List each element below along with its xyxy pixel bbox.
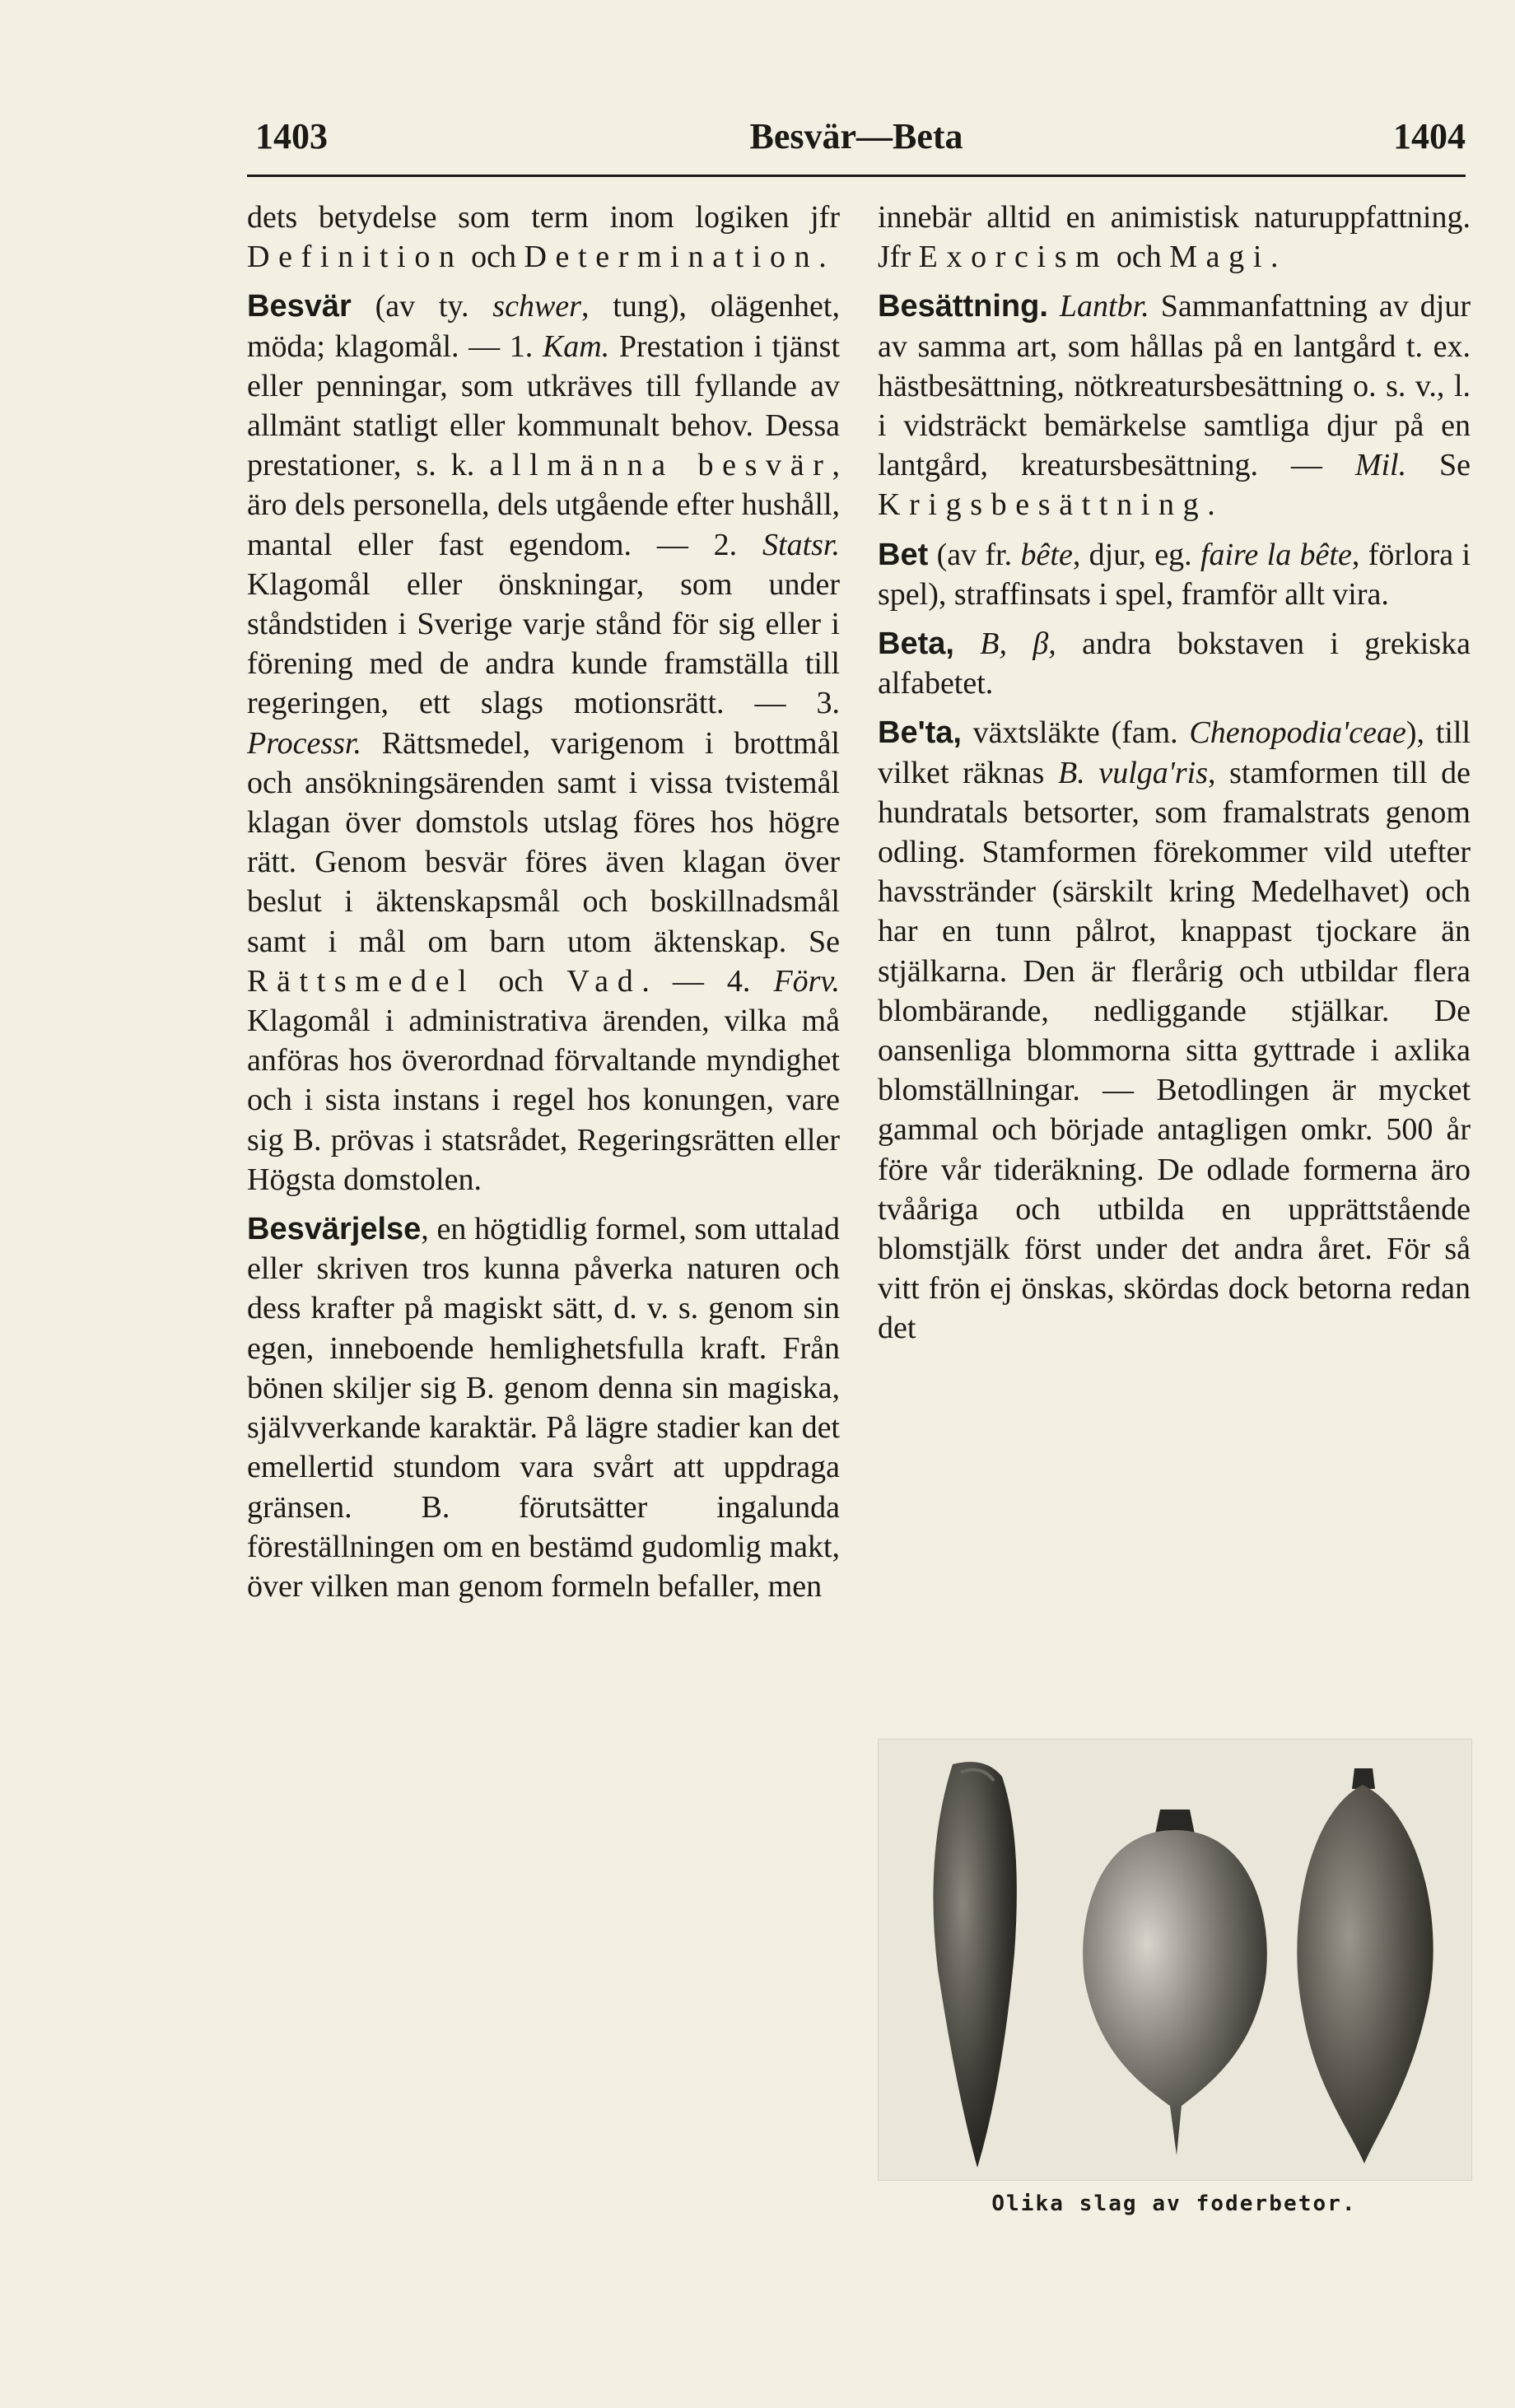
entry-besattning: Besättning. Lantbr. Sammanfattning av djur av samma art, som hållas på en lantgård t. ex. hästbesättning, nötkreatursbesättning o. s. v., l. i vidsträckt bemärkelse samtliga djur på en lantgård, kreatursbesättning. — Mil. Se Krigsbesättning.: [878, 289, 1471, 523]
running-title: Besvär—Beta: [749, 116, 963, 156]
round-beet: [1083, 1809, 1267, 2155]
cross-ref-magi: Magi: [1169, 240, 1271, 275]
right-column: [878, 198, 1471, 1358]
cross-ref-exorcism: Exorcism: [918, 240, 1109, 275]
entry-beta-letter: Beta, B, β, andra bokstaven i grekiska alfabetet.: [878, 626, 1471, 701]
beet-illustration: [878, 1739, 1472, 2181]
oval-beet: [1297, 1768, 1433, 2163]
cross-ref-krigsbesattning: Krigsbesättning: [878, 487, 1208, 523]
cross-ref-definition: Definition: [247, 240, 464, 275]
figure-caption: Olika slag av foderbetor.: [991, 2191, 1357, 2216]
entry-beta-plant: Be'ta, växtsläkte (fam. Chenopodia'ceae), till vilket räknas B. vulga'ris, stamformen till de hundratals betsorter, som framalstrats genom odling. Stamformen förekommer vild utefter havsstränder (särskilt kring Medelhavet) och har en tunn pålrot, knappast tjockare än stjälkarna. Den är flerårig och utbildar flera blombärande, nedliggande stjälkar. De oansenliga blommorna sitta gyttrade i axlika blomställningar. — Betodlingen är mycket gammal och började antagligen omkr. 500 år före vår tideräkning. De odlade formerna äro tvååriga och utbilda en upprättstående blomstjälk först under det andra året. För så vitt frön ej önskas, skördas dock betorna redan det: [878, 715, 1471, 1346]
cross-ref-vad: Vad: [566, 963, 642, 999]
entry-continuation: dets betydelse som term inom logiken jfr Definition och Determination.: [247, 200, 840, 275]
left-column: [247, 198, 840, 1616]
entry-besvarjelse: Besvärjelse, en högtidlig formel, som uttalad eller skriven tros kunna påverka naturen och dess krafter på magiskt sätt, d. v. s. genom sin egen, inneboende hemlighetsfulla kraft. Från bönen skiljer sig B. genom denna sin magiska, självverkande karaktär. På lägre stadier kan det emellertid stundom vara svårt att uppdraga gränsen. B. förutsätter ingalunda föreställningen om en bestämd gudomlig makt, över vilken man genom formeln befaller, men: [247, 1212, 840, 1604]
header-rule: [247, 175, 1466, 177]
entry-continuation: innebär alltid en animistisk naturuppfattning. Jfr Exorcism och Magi.: [878, 200, 1471, 275]
cross-ref-determination: Determination: [524, 240, 819, 275]
headword: Besvär: [247, 289, 352, 324]
headword: Beta,: [878, 626, 954, 662]
elongated-beet: [933, 1762, 1016, 2168]
page-number-left: 1403: [255, 116, 328, 156]
page-header: [247, 115, 1466, 166]
headword: Be'ta,: [878, 715, 962, 751]
headword: Besvärjelse: [247, 1212, 422, 1247]
entry-besvar: Besvär (av ty. schwer, tung), olägenhet, möda; klagomål. — 1. Kam. Prestation i tjänst eller penningar, som utkräves till fyllande av allmänt statligt eller kommunalt behov. Dessa prestationer, s. k. allmänna besvär, äro dels personella, dels utgående efter hushåll, mantal eller fast egendom. — 2. Statsr. Klagomål eller önskningar, som under ståndstiden i Sverige varje stånd för sig eller i förening med de andra kunde framställa till regeringen, ett slags motionsrätt. — 3. Processr. Rättsmedel, varigenom i brottmål och ansökningsärenden samt i vissa tvistemål klagan över domstols utslag föres hos högre rätt. Genom besvär föres även klagan över beslut i äktenskapsmål och boskillnadsmål samt i mål om barn utom äktenskap. Se Rättsmedel och Vad. — 4. Förv. Klagomål i administrativa ärenden, vilka må anföras hos överordnad förvaltande myndighet och i sista instans i regel hos konungen, vare sig B. prövas i statsrådet, Regeringsrätten eller Högsta domstolen.: [247, 289, 841, 1197]
headword: Bet: [878, 537, 929, 572]
cross-ref-rattsmedel: Rättsmedel: [247, 963, 476, 999]
headword: Besättning.: [878, 289, 1048, 324]
entry-bet: Bet (av fr. bête, djur, eg. faire la bête, förlora i spel), straffinsats i spel, framför allt vira.: [878, 537, 1471, 612]
page-number-right: 1404: [1393, 116, 1466, 156]
